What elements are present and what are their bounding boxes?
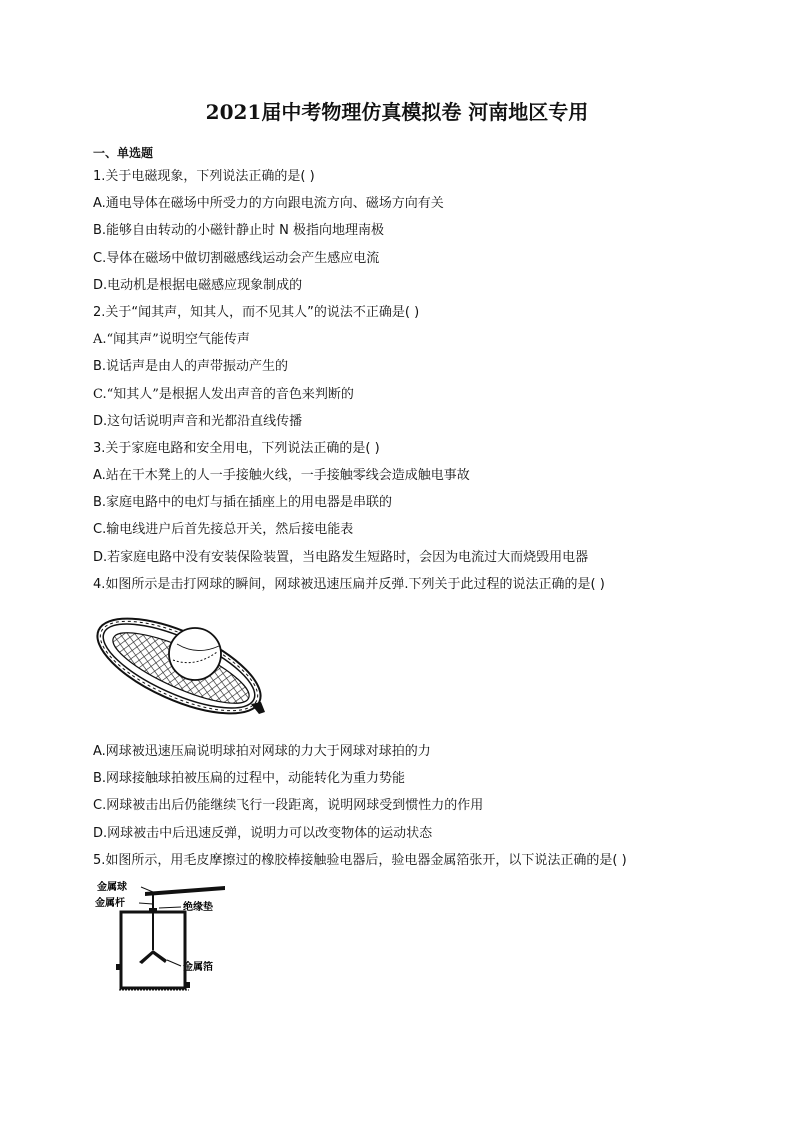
question-2-option-a: A.“闻其声”说明空气能传声 [93, 332, 250, 348]
question-3-option-a: A.站在干木凳上的人一手接触火线，一手接触零线会造成触电事故 [93, 468, 470, 484]
question-2-option-b: B.说话声是由人的声带振动产生的 [93, 359, 289, 375]
question-3-stem: 3.关于家庭电路和安全用电，下列说法正确的是( ) [93, 440, 380, 456]
question-4-option-c: C.网球被击出后仍能继续飞行一段距离，说明网球受到惯性力的作用 [93, 798, 484, 814]
question-list [93, 143, 713, 1000]
question-5-stem: 5.如图所示，用毛皮摩擦过的橡胶棒接触验电器后，验电器金属箔张开，以下说法正确的是( ) [93, 852, 627, 868]
question-1-option-b: B.能够自由转动的小磁针静止时 N 极指向地理南极 [93, 223, 385, 239]
figure-label-foil: 金属箔 [183, 961, 213, 973]
figure-label-rod: 金属杆 [95, 897, 125, 909]
question-4-stem: 4.如图所示是击打网球的瞬间，网球被迅速压扁并反弹.下列关于此过程的说法正确的是( ) [93, 576, 605, 592]
question-2-option-c: C.“知其人”是根据人发出声音的音色来判断的 [93, 386, 354, 402]
question-2-option-d: D.这句话说明声音和光都沿直线传播 [93, 413, 303, 429]
question-4-option-d: D.网球被击中后迅速反弹，说明力可以改变物体的运动状态 [93, 825, 433, 841]
question-4-option-b: B.网球接触球拍被压扁的过程中，动能转化为重力势能 [93, 771, 406, 787]
question-3-option-d: D.若家庭电路中没有安装保险装置，当电路发生短路时，会因为电流过大而烧毁用电器 [93, 549, 589, 565]
question-1-option-a: A.通电导体在磁场中所受力的方向跟电流方向、磁场方向有关 [93, 196, 444, 212]
question-3-option-c: C.输电线进户后首先接总开关，然后接电能表 [93, 522, 354, 538]
electroscope-figure [93, 878, 233, 1000]
tennis-racket-figure [93, 602, 273, 732]
figure-label-ball: 金属球 [97, 881, 127, 893]
question-4-option-a: A.网球被迅速压扁说明球拍对网球的力大于网球对球拍的力 [93, 744, 431, 759]
question-3-option-b: B.家庭电路中的电灯与插在插座上的用电器是串联的 [93, 495, 393, 511]
figure-label-pad: 绝缘垫 [183, 901, 213, 913]
section-heading: 一、单选题 [93, 146, 154, 160]
question-1-option-d: D.电动机是根据电磁感应现象制成的 [93, 277, 303, 293]
question-1-option-c: C.导体在磁场中做切割磁感线运动会产生感应电流 [93, 250, 380, 266]
question-1-stem: 1.关于电磁现象，下列说法正确的是( ) [93, 169, 315, 184]
page-title: 2021届中考物理仿真模拟卷 河南地区专用 [205, 100, 589, 124]
question-2-stem: 2.关于“闻其声，知其人，而不见其人”的说法不正确是( ) [93, 304, 420, 320]
